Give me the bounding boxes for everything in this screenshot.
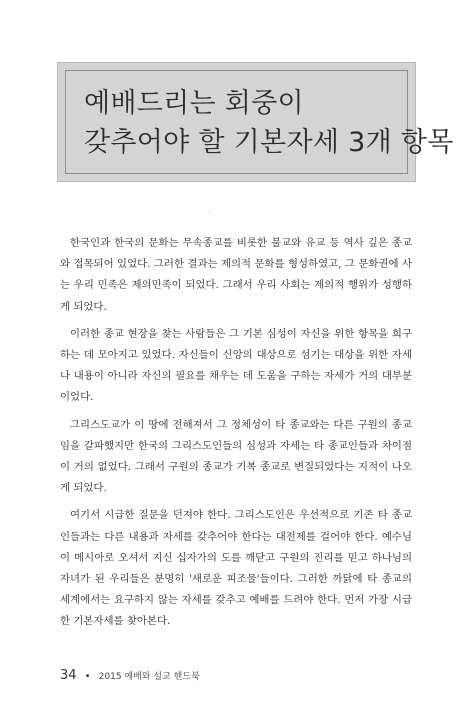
title-line-1: 예배드리는 회중이	[84, 88, 304, 119]
paragraph-1: 한국인과 한국의 문화는 무속종교를 비롯한 불교와 유교 등 역사 깊은 종교와 접목되어 있었다. 그러한 결과는 제의적 문화를 형성하였고, 그 문화권에 사는 우리 민족은 제의민족이 되었다. 그래서 우리 사회는 제의적 행위가 성행하게 되었다.	[60, 237, 412, 313]
footer-separator: •	[84, 671, 91, 682]
paragraph-3: 그리스도교가 이 땅에 전해져서 그 정체성이 타 종교와는 다른 구원의 종교임을 갈파했지만 한국의 그리스도인들의 심성과 자세는 타 종교인들과 차이점이 거의 없었다. 그래서 구원의 종교가 기복 종교로 변질되었다는 지적이 나오게 되었다.	[60, 418, 412, 495]
book-title: 2015 예배와 설교 핸드북	[98, 672, 200, 682]
title-line-2: 갖추어야 할 기본자세 3개 항목	[84, 127, 454, 158]
ornament-mark: ˋ	[209, 212, 212, 219]
paragraph-2: 이러한 종교 현장을 찾는 사람들은 그 기본 심성이 자신을 위한 항목을 희구하는 데 모아지고 있었다. 자신들이 신앙의 대상으로 섬기는 대상을 위한 자세나 내용이 아니라 자신의 필요를 채우는 데 도움을 구하는 자세가 거의 대부분이었다.	[60, 327, 412, 404]
page-footer	[60, 664, 200, 683]
article-body	[60, 233, 412, 639]
paragraph-4: 여기서 시급한 질문을 던져야 한다. 그리스도인은 우선적으로 기존 타 종교인들과는 다른 내용과 자세를 갖추어야 한다는 대전제를 걸어야 한다. 예수님이 메시아로 오셔서 지신 십자가의 도를 깨닫고 구원의 진리를 믿고 하나님의 자녀가 된 우리들은 분명히 '새로운 피조물'들이다. 그러한 까닭에 타 종교의 세계에서는 요구하지 않는 자세를 갖추고 예배를 드려야 한다. 먼저 가장 시급한 기본자세를 찾아본다.	[60, 509, 412, 628]
page-number: 34	[60, 668, 77, 683]
